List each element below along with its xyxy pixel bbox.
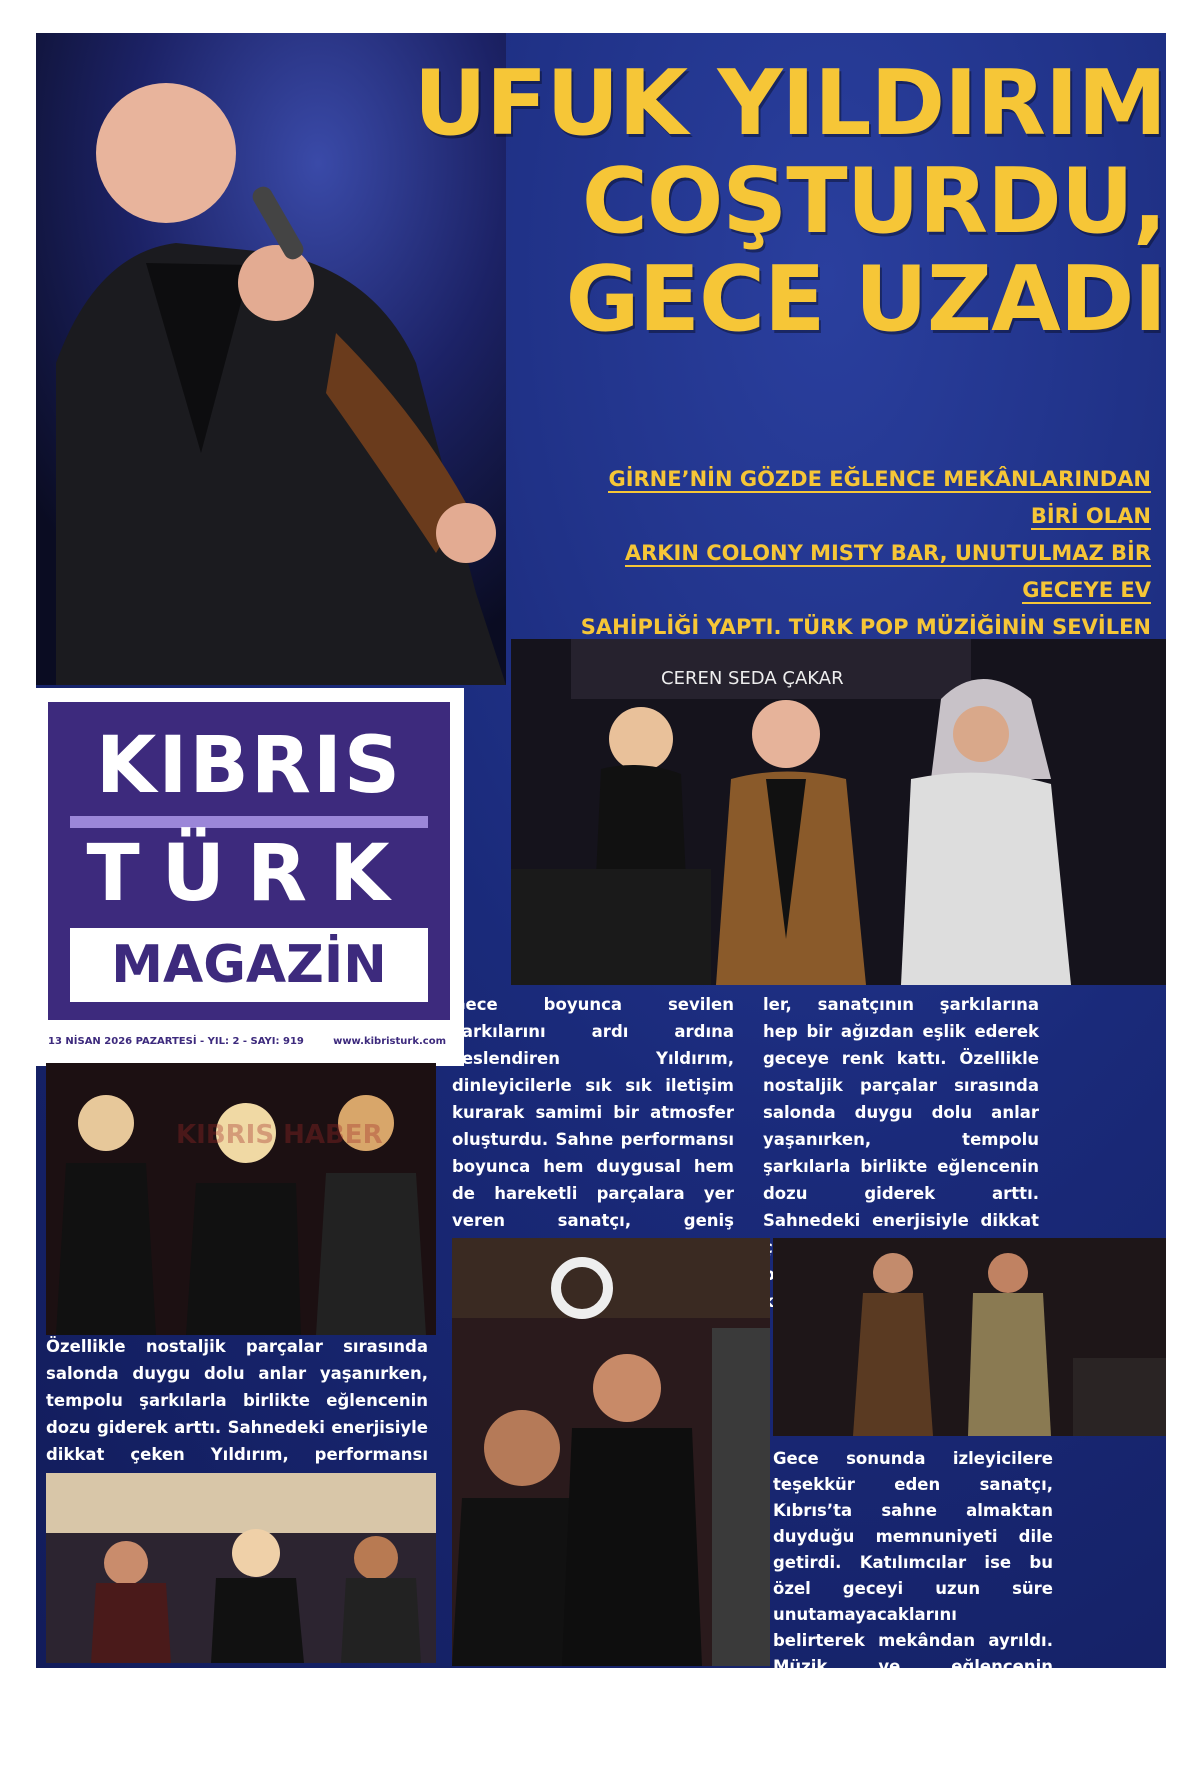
issue-meta: 13 NİSAN 2026 PAZARTESİ - YIL: 2 - SAYI: 919 bbox=[48, 1036, 304, 1047]
logo-turk: TÜRK bbox=[86, 829, 412, 919]
watermark-text: KIBRIS HABER bbox=[176, 1120, 383, 1150]
body-column-2: ler, sanatçının şarkılarına hep bir ağızdan eşlik ederek geceye renk kattı. Özellikle nostaljik parçalar sırasında salonda duygu dolu anlar yaşanırken, tempolu şarkılarla birlikte eğlencenin dozu giderek arttı. Sahnedeki enerjisiyle dikkat bbox=[763, 995, 1039, 1230]
headline-line-1: UFUK YILDIRIM bbox=[413, 51, 1166, 156]
stage-banner-text: CEREN SEDA ÇAKAR bbox=[661, 668, 844, 689]
logo-panel bbox=[48, 702, 450, 1020]
section-label: MAGAZİN bbox=[70, 928, 428, 1002]
two-dancers-photo bbox=[773, 1238, 1166, 1436]
body-column-1: Gece boyunca sevilen şarkılarını ardı ardına seslendiren Yıldırım, dinleyicilerle sık sık iletişim kurarak samimi bir atmosfer oluşturdu. Sahne performansı boyunca hem duygusal hem de hareketli parçalara yer veren sanatçı, geniş bbox=[452, 995, 734, 1230]
lede-line-1: GİRNE’NİN GÖZDE EĞLENCE MEKÂNLARINDAN BİRİ OLAN bbox=[608, 467, 1151, 528]
headline bbox=[396, 51, 1166, 352]
stage-trio-photo bbox=[511, 639, 1166, 985]
headline-line-3: GECE UZADI bbox=[565, 247, 1166, 352]
magazine-page bbox=[36, 33, 1166, 1780]
lede-line-2: ARKIN COLONY MISTY BAR, UNUTULMAZ BİR GECEYE EV bbox=[624, 541, 1151, 602]
tambourine-crowd-photo bbox=[452, 1238, 770, 1666]
headline-line-2: COŞTURDU, bbox=[581, 149, 1166, 254]
kibris-turk-logo bbox=[34, 688, 464, 1066]
dancing-women-photo bbox=[46, 1063, 436, 1335]
left-photo-caption: Özellikle nostaljik parçalar sırasında salonda duygu dolu anlar yaşanırken, tempolu şarkılarla birlikte eğlencenin dozu giderek arttı. Sahnedeki enerjisiyle dikkat çeken Yıldırım, performansı bbox=[46, 1337, 428, 1464]
logo-divider bbox=[70, 816, 428, 828]
lede-line-3: SAHİPLİĞİ YAPTI. TÜRK POP MÜZİĞİNİN SEVİLEN bbox=[581, 615, 1151, 678]
right-photo-caption: Gece sonunda izleyicilere teşekkür eden sanatçı, Kıbrıs’ta sahne almaktan duyduğu memnuniyeti dile getirdi. Katılımcılar ise bu özel geceyi uzun süre unutamayacaklarını belirterek mekândan ayrıldı. Müzik ve eğlencenin buluştuğu gece, Girne gecelerine damga vuran anlardan biri olarak hafızalara kazındı. bbox=[773, 1449, 1053, 1780]
site-url: www.kibristurk.com bbox=[333, 1036, 446, 1047]
logo-kibris: KIBRIS bbox=[95, 721, 403, 811]
dance-floor-photo bbox=[46, 1473, 436, 1663]
